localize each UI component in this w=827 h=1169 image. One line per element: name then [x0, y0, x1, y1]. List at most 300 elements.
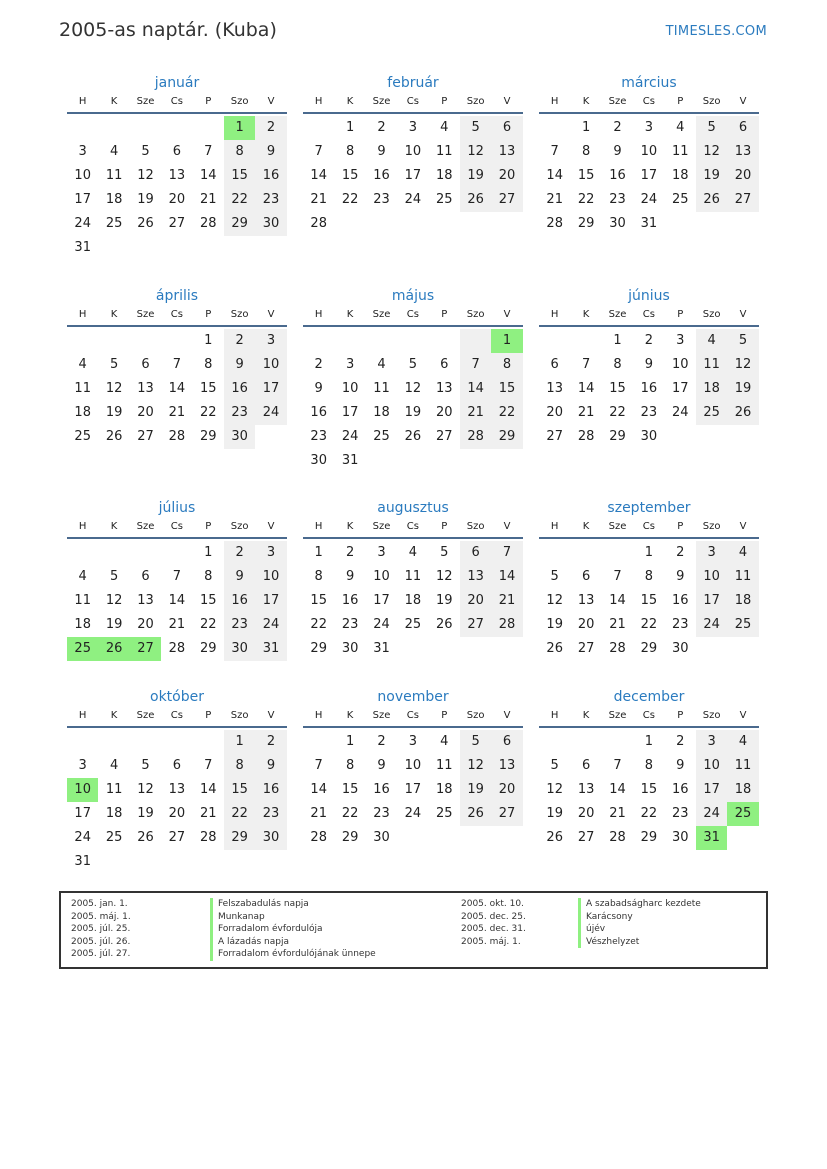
day-cell: 26	[105, 429, 123, 444]
weekday-label: V	[267, 96, 275, 107]
weekday-label: Szo	[230, 96, 249, 107]
day-cell: 12	[546, 782, 563, 797]
month-calendar	[303, 497, 523, 661]
weekday-label: H	[78, 710, 87, 721]
day-cell: 23	[255, 802, 286, 826]
day-cell: 8	[644, 758, 653, 773]
day-cell: 8	[644, 569, 653, 584]
month-name: január	[154, 75, 200, 91]
day-cell: 25	[671, 192, 689, 207]
day-cell: 26	[435, 617, 453, 632]
day-cell: 24	[255, 613, 286, 637]
weekday-label: H	[314, 309, 323, 320]
day-cell: 28	[199, 216, 217, 231]
legend-date: 2005. jan. 1.	[71, 899, 128, 909]
day-cell: 15	[224, 164, 255, 188]
day-cell: 17	[373, 593, 390, 608]
weekday-label: Szo	[702, 521, 721, 532]
day-cell: 16	[341, 593, 359, 608]
day-cell: 22	[491, 401, 522, 425]
weekday-label: Sze	[372, 309, 391, 320]
day-cell: 16	[609, 168, 626, 183]
weekday-label: Cs	[642, 710, 655, 721]
day-cell: 29	[609, 429, 626, 444]
day-cell: 12	[727, 353, 758, 377]
legend-holiday-name: A szabadságharc kezdete	[578, 898, 701, 911]
day-cell: 23	[310, 429, 327, 444]
day-cell: 14	[609, 782, 626, 797]
weekday-label: Cs	[406, 96, 419, 107]
day-cell: 26	[137, 830, 154, 845]
day-cell: 16	[671, 593, 689, 608]
day-cell: 17	[255, 377, 286, 401]
day-grid	[303, 541, 523, 661]
day-cell: 29	[224, 826, 255, 850]
day-cell: 28	[609, 830, 626, 845]
day-cell: 17	[404, 782, 422, 797]
day-cell: 7	[172, 569, 181, 584]
weekday-header	[303, 519, 523, 539]
empty-cell	[98, 541, 129, 565]
empty-cell	[161, 329, 192, 353]
day-cell: 22	[199, 617, 217, 632]
day-cell: 3	[255, 329, 286, 353]
empty-cell	[67, 116, 98, 140]
day-cell: 16	[255, 164, 286, 188]
day-cell: 19	[435, 593, 453, 608]
day-cell: 22	[199, 405, 217, 420]
day-cell: 24	[640, 192, 658, 207]
empty-cell	[665, 212, 696, 236]
day-cell: 14	[310, 782, 327, 797]
day-cell: 27	[460, 613, 491, 637]
empty-cell	[539, 329, 570, 353]
legend-date: 2005. okt. 10.	[461, 899, 524, 909]
day-cell: 19	[460, 778, 491, 802]
day-cell: 10	[696, 565, 727, 589]
day-cell: 16	[373, 782, 390, 797]
day-cell: 21	[310, 192, 327, 207]
day-cell: 27	[168, 830, 186, 845]
weekday-label: V	[739, 96, 747, 107]
day-cell: 11	[404, 569, 422, 584]
empty-cell	[67, 730, 98, 754]
empty-cell	[696, 637, 727, 661]
day-cell: 19	[460, 164, 491, 188]
day-cell: 10	[341, 381, 359, 396]
day-cell: 11	[727, 565, 758, 589]
day-cell: 7	[613, 758, 622, 773]
day-cell: 18	[696, 377, 727, 401]
weekday-label: Szo	[466, 309, 485, 320]
day-cell: 31	[341, 453, 359, 468]
day-cell: 26	[137, 216, 154, 231]
empty-cell	[460, 637, 491, 661]
day-cell: 13	[727, 140, 758, 164]
day-cell: 4	[440, 734, 449, 749]
day-cell: 3	[696, 730, 727, 754]
day-cell: 10	[74, 168, 91, 183]
day-cell: 1	[345, 120, 355, 135]
legend-date: 2005. dec. 31.	[461, 924, 526, 934]
weekday-label: Szo	[230, 309, 249, 320]
day-cell: 21	[168, 617, 186, 632]
weekday-header	[539, 94, 759, 114]
day-grid	[303, 116, 523, 236]
empty-cell	[67, 541, 98, 565]
weekday-header	[67, 708, 287, 728]
day-cell: 15	[310, 593, 327, 608]
day-cell: 2	[345, 545, 355, 560]
legend-holiday-name: újév	[578, 923, 605, 936]
day-cell: 2	[377, 120, 386, 135]
day-cell: 22	[640, 617, 658, 632]
day-cell: 27	[577, 641, 595, 656]
day-cell: 8	[204, 357, 213, 372]
day-cell: 28	[199, 830, 217, 845]
day-cell: 3	[255, 541, 286, 565]
day-cell: 5	[696, 116, 727, 140]
day-cell: 24	[74, 830, 91, 845]
day-cell: 21	[460, 401, 491, 425]
day-cell: 6	[581, 758, 591, 773]
day-cell: 5	[460, 730, 491, 754]
empty-cell	[602, 730, 633, 754]
day-cell: 10	[404, 144, 422, 159]
day-cell: 16	[640, 381, 658, 396]
weekday-label: P	[677, 710, 684, 721]
day-cell: 13	[460, 565, 491, 589]
empty-cell	[491, 212, 522, 236]
day-cell: 11	[74, 593, 91, 608]
day-cell: 17	[696, 589, 727, 613]
empty-cell	[334, 212, 365, 236]
empty-cell	[303, 329, 334, 353]
empty-cell	[255, 850, 286, 874]
day-cell: 28	[168, 429, 186, 444]
empty-cell	[98, 850, 129, 874]
day-cell: 23	[640, 405, 658, 420]
day-cell: 9	[377, 144, 386, 159]
weekday-label: H	[550, 521, 559, 532]
day-cell: 30	[640, 429, 658, 444]
day-cell: 27	[168, 216, 186, 231]
empty-cell	[98, 329, 129, 353]
day-cell: 15	[199, 381, 217, 396]
day-cell: 28	[609, 641, 626, 656]
weekday-label: Cs	[406, 710, 419, 721]
day-cell: 10	[67, 778, 98, 802]
day-cell: 30	[310, 453, 327, 468]
day-cell: 18	[727, 778, 758, 802]
day-cell: 27	[727, 188, 758, 212]
weekday-label: V	[739, 309, 747, 320]
day-cell: 4	[676, 120, 685, 135]
empty-cell	[334, 329, 365, 353]
day-cell: 18	[74, 405, 91, 420]
day-cell: 26	[546, 641, 563, 656]
day-cell: 3	[377, 545, 386, 560]
weekday-label: Cs	[642, 96, 655, 107]
day-cell: 29	[640, 641, 658, 656]
day-cell: 29	[224, 212, 255, 236]
day-cell: 8	[314, 569, 323, 584]
day-cell: 9	[224, 353, 255, 377]
day-cell: 15	[640, 593, 658, 608]
day-cell: 23	[373, 192, 390, 207]
empty-cell	[366, 212, 397, 236]
day-cell: 25	[696, 401, 727, 425]
weekday-label: H	[78, 309, 87, 320]
weekday-header	[539, 307, 759, 327]
day-cell: 19	[137, 806, 154, 821]
day-cell: 27	[130, 637, 161, 661]
day-cell: 5	[727, 329, 758, 353]
day-cell: 11	[671, 144, 689, 159]
empty-cell	[727, 212, 758, 236]
day-cell: 7	[172, 357, 181, 372]
day-cell: 10	[404, 758, 422, 773]
day-cell: 31	[74, 240, 91, 255]
day-cell: 16	[671, 782, 689, 797]
day-cell: 30	[255, 826, 286, 850]
day-cell: 13	[546, 381, 563, 396]
day-cell: 22	[224, 802, 255, 826]
day-cell: 11	[373, 381, 390, 396]
weekday-label: Sze	[136, 96, 155, 107]
day-cell: 9	[224, 565, 255, 589]
weekday-label: Sze	[372, 521, 391, 532]
weekday-label: K	[110, 309, 118, 320]
day-cell: 6	[141, 569, 150, 584]
day-grid	[303, 730, 523, 850]
day-cell: 14	[168, 593, 186, 608]
day-cell: 11	[105, 782, 123, 797]
empty-cell	[255, 425, 286, 449]
empty-cell	[255, 236, 286, 260]
empty-cell	[130, 850, 161, 874]
day-cell: 30	[671, 641, 689, 656]
day-cell: 25	[727, 613, 758, 637]
day-cell: 3	[408, 734, 417, 749]
day-cell: 22	[341, 192, 359, 207]
legend-date: 2005. júl. 27.	[71, 949, 131, 959]
empty-cell	[130, 541, 161, 565]
day-cell: 11	[727, 754, 758, 778]
day-cell: 20	[137, 405, 154, 420]
day-cell: 1	[644, 734, 653, 749]
day-cell: 15	[491, 377, 522, 401]
legend-date: 2005. máj. 1.	[71, 911, 131, 922]
day-cell: 17	[74, 806, 91, 821]
day-cell: 31	[74, 854, 91, 869]
empty-cell	[397, 329, 428, 353]
weekday-header	[539, 708, 759, 728]
day-cell: 19	[404, 405, 422, 420]
day-cell: 13	[137, 381, 154, 396]
day-cell: 22	[224, 188, 255, 212]
weekday-label: Szo	[466, 96, 485, 107]
day-cell: 4	[408, 545, 417, 560]
empty-cell	[429, 826, 460, 850]
day-cell: 26	[98, 637, 129, 661]
weekday-label: P	[441, 96, 448, 107]
weekday-label: Szo	[466, 710, 485, 721]
day-cell: 13	[491, 754, 522, 778]
month-calendar	[539, 686, 759, 850]
weekday-label: P	[441, 309, 448, 320]
day-cell: 16	[255, 778, 286, 802]
month-calendar	[303, 72, 523, 236]
day-cell: 14	[491, 565, 522, 589]
weekday-header	[303, 708, 523, 728]
weekday-label: Szo	[230, 521, 249, 532]
weekday-label: P	[205, 309, 212, 320]
month-name: december	[613, 689, 685, 705]
day-cell: 29	[341, 830, 359, 845]
day-cell: 3	[408, 120, 417, 135]
day-cell: 19	[696, 164, 727, 188]
weekday-label: K	[110, 710, 118, 721]
day-cell: 25	[373, 429, 390, 444]
weekday-label: Sze	[372, 710, 391, 721]
day-grid	[67, 116, 287, 260]
weekday-label: V	[267, 309, 275, 320]
day-cell: 12	[105, 381, 123, 396]
day-cell: 4	[696, 329, 727, 353]
day-cell: 14	[168, 381, 186, 396]
empty-cell	[366, 329, 397, 353]
day-cell: 25	[435, 192, 453, 207]
empty-cell	[727, 826, 758, 850]
weekday-label: Sze	[608, 309, 627, 320]
legend-date: 2005. júl. 25.	[71, 924, 131, 934]
day-cell: 21	[577, 405, 595, 420]
month-calendar	[67, 686, 287, 874]
weekday-label: V	[503, 521, 511, 532]
weekday-label: Szo	[230, 710, 249, 721]
day-cell: 26	[727, 401, 758, 425]
day-cell: 23	[255, 188, 286, 212]
day-cell: 27	[491, 188, 522, 212]
day-cell: 20	[491, 778, 522, 802]
day-cell: 11	[105, 168, 123, 183]
weekday-label: Szo	[702, 309, 721, 320]
empty-cell	[193, 730, 224, 754]
month-calendar	[67, 497, 287, 661]
weekday-label: Sze	[136, 309, 155, 320]
day-cell: 10	[640, 144, 658, 159]
day-cell: 18	[105, 806, 123, 821]
month-name: július	[158, 500, 196, 516]
day-cell: 27	[137, 429, 154, 444]
day-cell: 6	[727, 116, 758, 140]
day-cell: 6	[491, 730, 522, 754]
day-cell: 13	[435, 381, 453, 396]
day-cell: 21	[199, 192, 217, 207]
weekday-label: K	[582, 309, 590, 320]
day-cell: 15	[224, 778, 255, 802]
empty-cell	[366, 449, 397, 473]
brand-link[interactable]: TIMESLES.COM	[665, 24, 767, 39]
day-cell: 22	[609, 405, 626, 420]
empty-cell	[429, 449, 460, 473]
day-cell: 28	[491, 613, 522, 637]
month-name: május	[391, 288, 435, 304]
weekday-label: K	[582, 96, 590, 107]
day-cell: 28	[168, 641, 186, 656]
day-cell: 28	[310, 830, 327, 845]
weekday-label: Sze	[608, 521, 627, 532]
month-name: április	[155, 288, 199, 304]
day-cell: 20	[727, 164, 758, 188]
weekday-label: H	[78, 96, 87, 107]
day-cell: 13	[168, 168, 186, 183]
day-cell: 13	[168, 782, 186, 797]
day-cell: 6	[141, 357, 150, 372]
day-grid	[67, 541, 287, 661]
weekday-label: H	[550, 309, 559, 320]
weekday-label: Sze	[136, 710, 155, 721]
day-cell: 23	[671, 806, 689, 821]
empty-cell	[161, 116, 192, 140]
day-cell: 20	[577, 617, 595, 632]
day-cell: 30	[373, 830, 390, 845]
day-cell: 21	[546, 192, 563, 207]
empty-cell	[602, 541, 633, 565]
weekday-label: P	[677, 96, 684, 107]
day-cell: 4	[727, 730, 758, 754]
weekday-label: H	[314, 96, 323, 107]
day-cell: 28	[577, 429, 595, 444]
day-cell: 1	[224, 116, 255, 140]
day-cell: 13	[577, 593, 595, 608]
empty-cell	[193, 850, 224, 874]
day-cell: 24	[696, 802, 727, 826]
empty-cell	[570, 730, 601, 754]
empty-cell	[161, 850, 192, 874]
day-cell: 4	[109, 758, 119, 773]
day-cell: 23	[373, 806, 390, 821]
weekday-label: Szo	[702, 710, 721, 721]
legend-date: 2005. júl. 26.	[71, 936, 131, 947]
weekday-label: V	[503, 309, 511, 320]
weekday-label: Szo	[702, 96, 721, 107]
day-cell: 12	[137, 782, 154, 797]
day-cell: 29	[491, 425, 522, 449]
day-cell: 18	[727, 589, 758, 613]
day-cell: 19	[727, 377, 758, 401]
day-cell: 28	[310, 216, 327, 231]
day-cell: 5	[109, 569, 119, 584]
month-name: augusztus	[377, 500, 449, 516]
day-cell: 17	[341, 405, 359, 420]
day-cell: 2	[644, 333, 653, 348]
day-cell: 14	[310, 168, 327, 183]
weekday-label: Cs	[642, 309, 655, 320]
day-cell: 8	[204, 569, 213, 584]
empty-cell	[67, 329, 98, 353]
day-cell: 6	[172, 758, 181, 773]
day-cell: 6	[172, 144, 181, 159]
weekday-label: Szo	[466, 521, 485, 532]
month-calendar	[303, 285, 523, 473]
day-cell: 8	[224, 754, 255, 778]
day-cell: 13	[577, 782, 595, 797]
day-cell: 9	[613, 144, 622, 159]
empty-cell	[303, 116, 334, 140]
day-cell: 9	[255, 140, 286, 164]
